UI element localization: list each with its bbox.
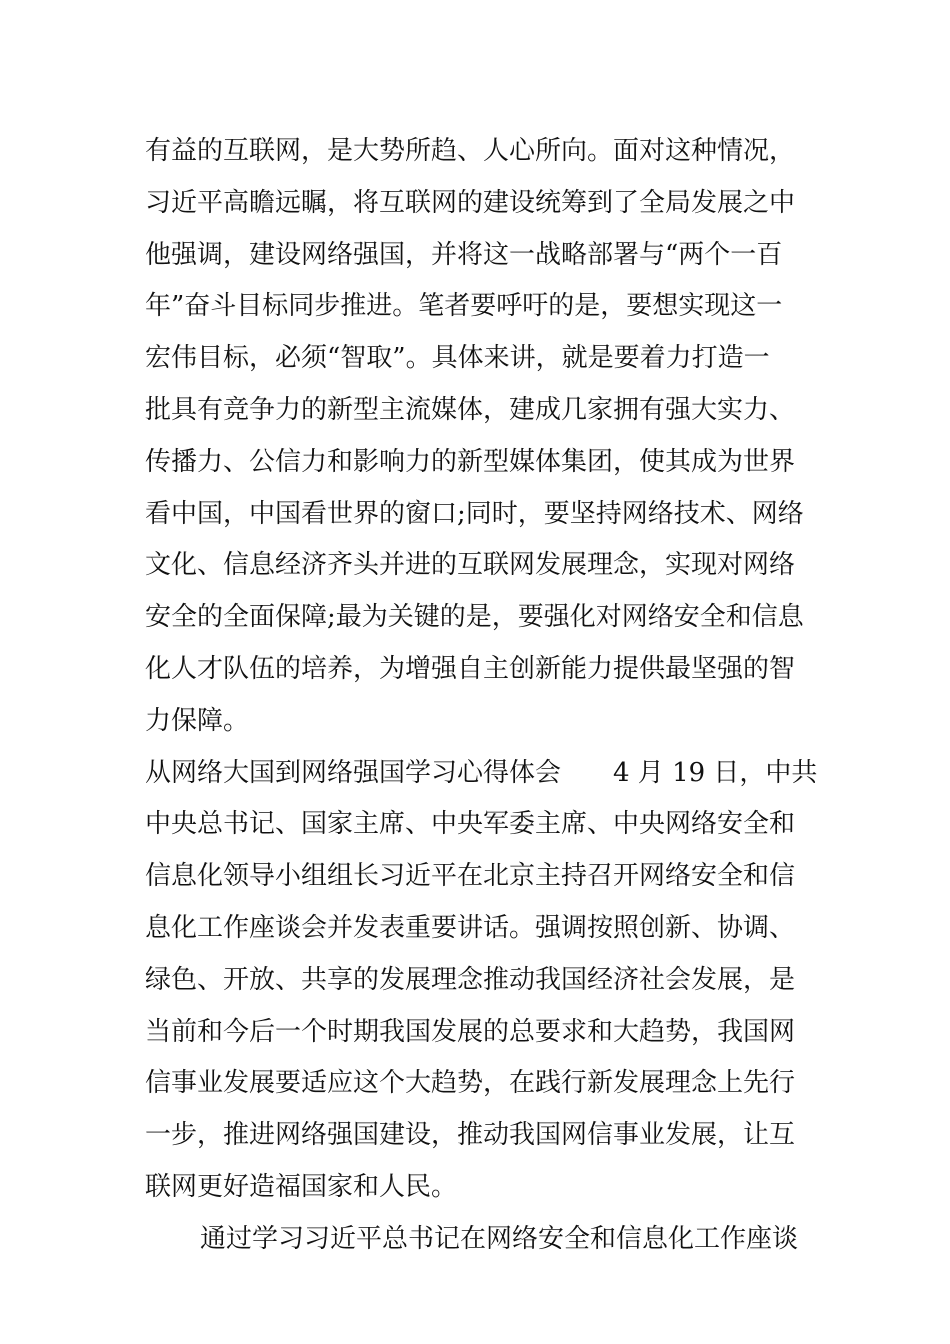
- text-line: 力保障。: [145, 705, 250, 736]
- section-title-line: 从网络大国到网络强国学习心得体会 4 月 19 日，中共: [145, 757, 818, 788]
- text-line: 有益的互联网，是大势所趋、人心所向。面对这种情况，: [145, 136, 796, 166]
- text-line: 绿色、开放、共享的发展理念推动我国经济社会发展，是: [145, 964, 796, 995]
- text-line: 批具有竞争力的新型主流媒体，建成几家拥有强大实力、: [145, 394, 796, 425]
- text-line: 一步，推进网络强国建设，推动我国网信事业发展，让互: [145, 1120, 796, 1151]
- text-line: 习近平高瞻远瞩，将互联网的建设统筹到了全局发展之中: [145, 187, 796, 218]
- text-line: 他强调，建设网络强国，并将这一战略部署与“两个一百: [145, 239, 783, 270]
- text-line: 年”奋斗目标同步推进。笔者要呼吁的是，要想实现这一: [145, 291, 783, 322]
- text-line: 中央总书记、国家主席、中央军委主席、中央网络安全和: [145, 809, 796, 840]
- paragraph-start-line: 通过学习习近平总书记在网络安全和信息化工作座谈: [200, 1223, 799, 1254]
- text-line: 宏伟目标，必须“智取”。具体来讲，就是要着力打造一: [145, 343, 770, 374]
- text-line: 看中国，中国看世界的窗口;同时，要坚持网络技术、网络: [145, 498, 804, 529]
- text-line: 当前和今后一个时期我国发展的总要求和大趋势，我国网: [145, 1016, 796, 1047]
- text-line: 信事业发展要适应这个大趋势，在践行新发展理念上先行: [145, 1068, 796, 1099]
- text-line: 联网更好造福国家和人民。: [145, 1171, 458, 1202]
- text-line: 传播力、公信力和影响力的新型媒体集团，使其成为世界: [145, 446, 796, 477]
- text-line: 化人才队伍的培养，为增强自主创新能力提供最坚强的智: [145, 653, 796, 684]
- text-line: 息化工作座谈会并发表重要讲话。强调按照创新、协调、: [145, 912, 796, 943]
- text-line: 文化、信息经济齐头并进的互联网发展理念，实现对网络: [145, 550, 796, 581]
- text-line: 安全的全面保障;最为关键的是，要强化对网络安全和信息: [145, 602, 804, 633]
- document-body: [145, 126, 818, 1266]
- text-line: 信息化领导小组组长习近平在北京主持召开网络安全和信: [145, 861, 796, 892]
